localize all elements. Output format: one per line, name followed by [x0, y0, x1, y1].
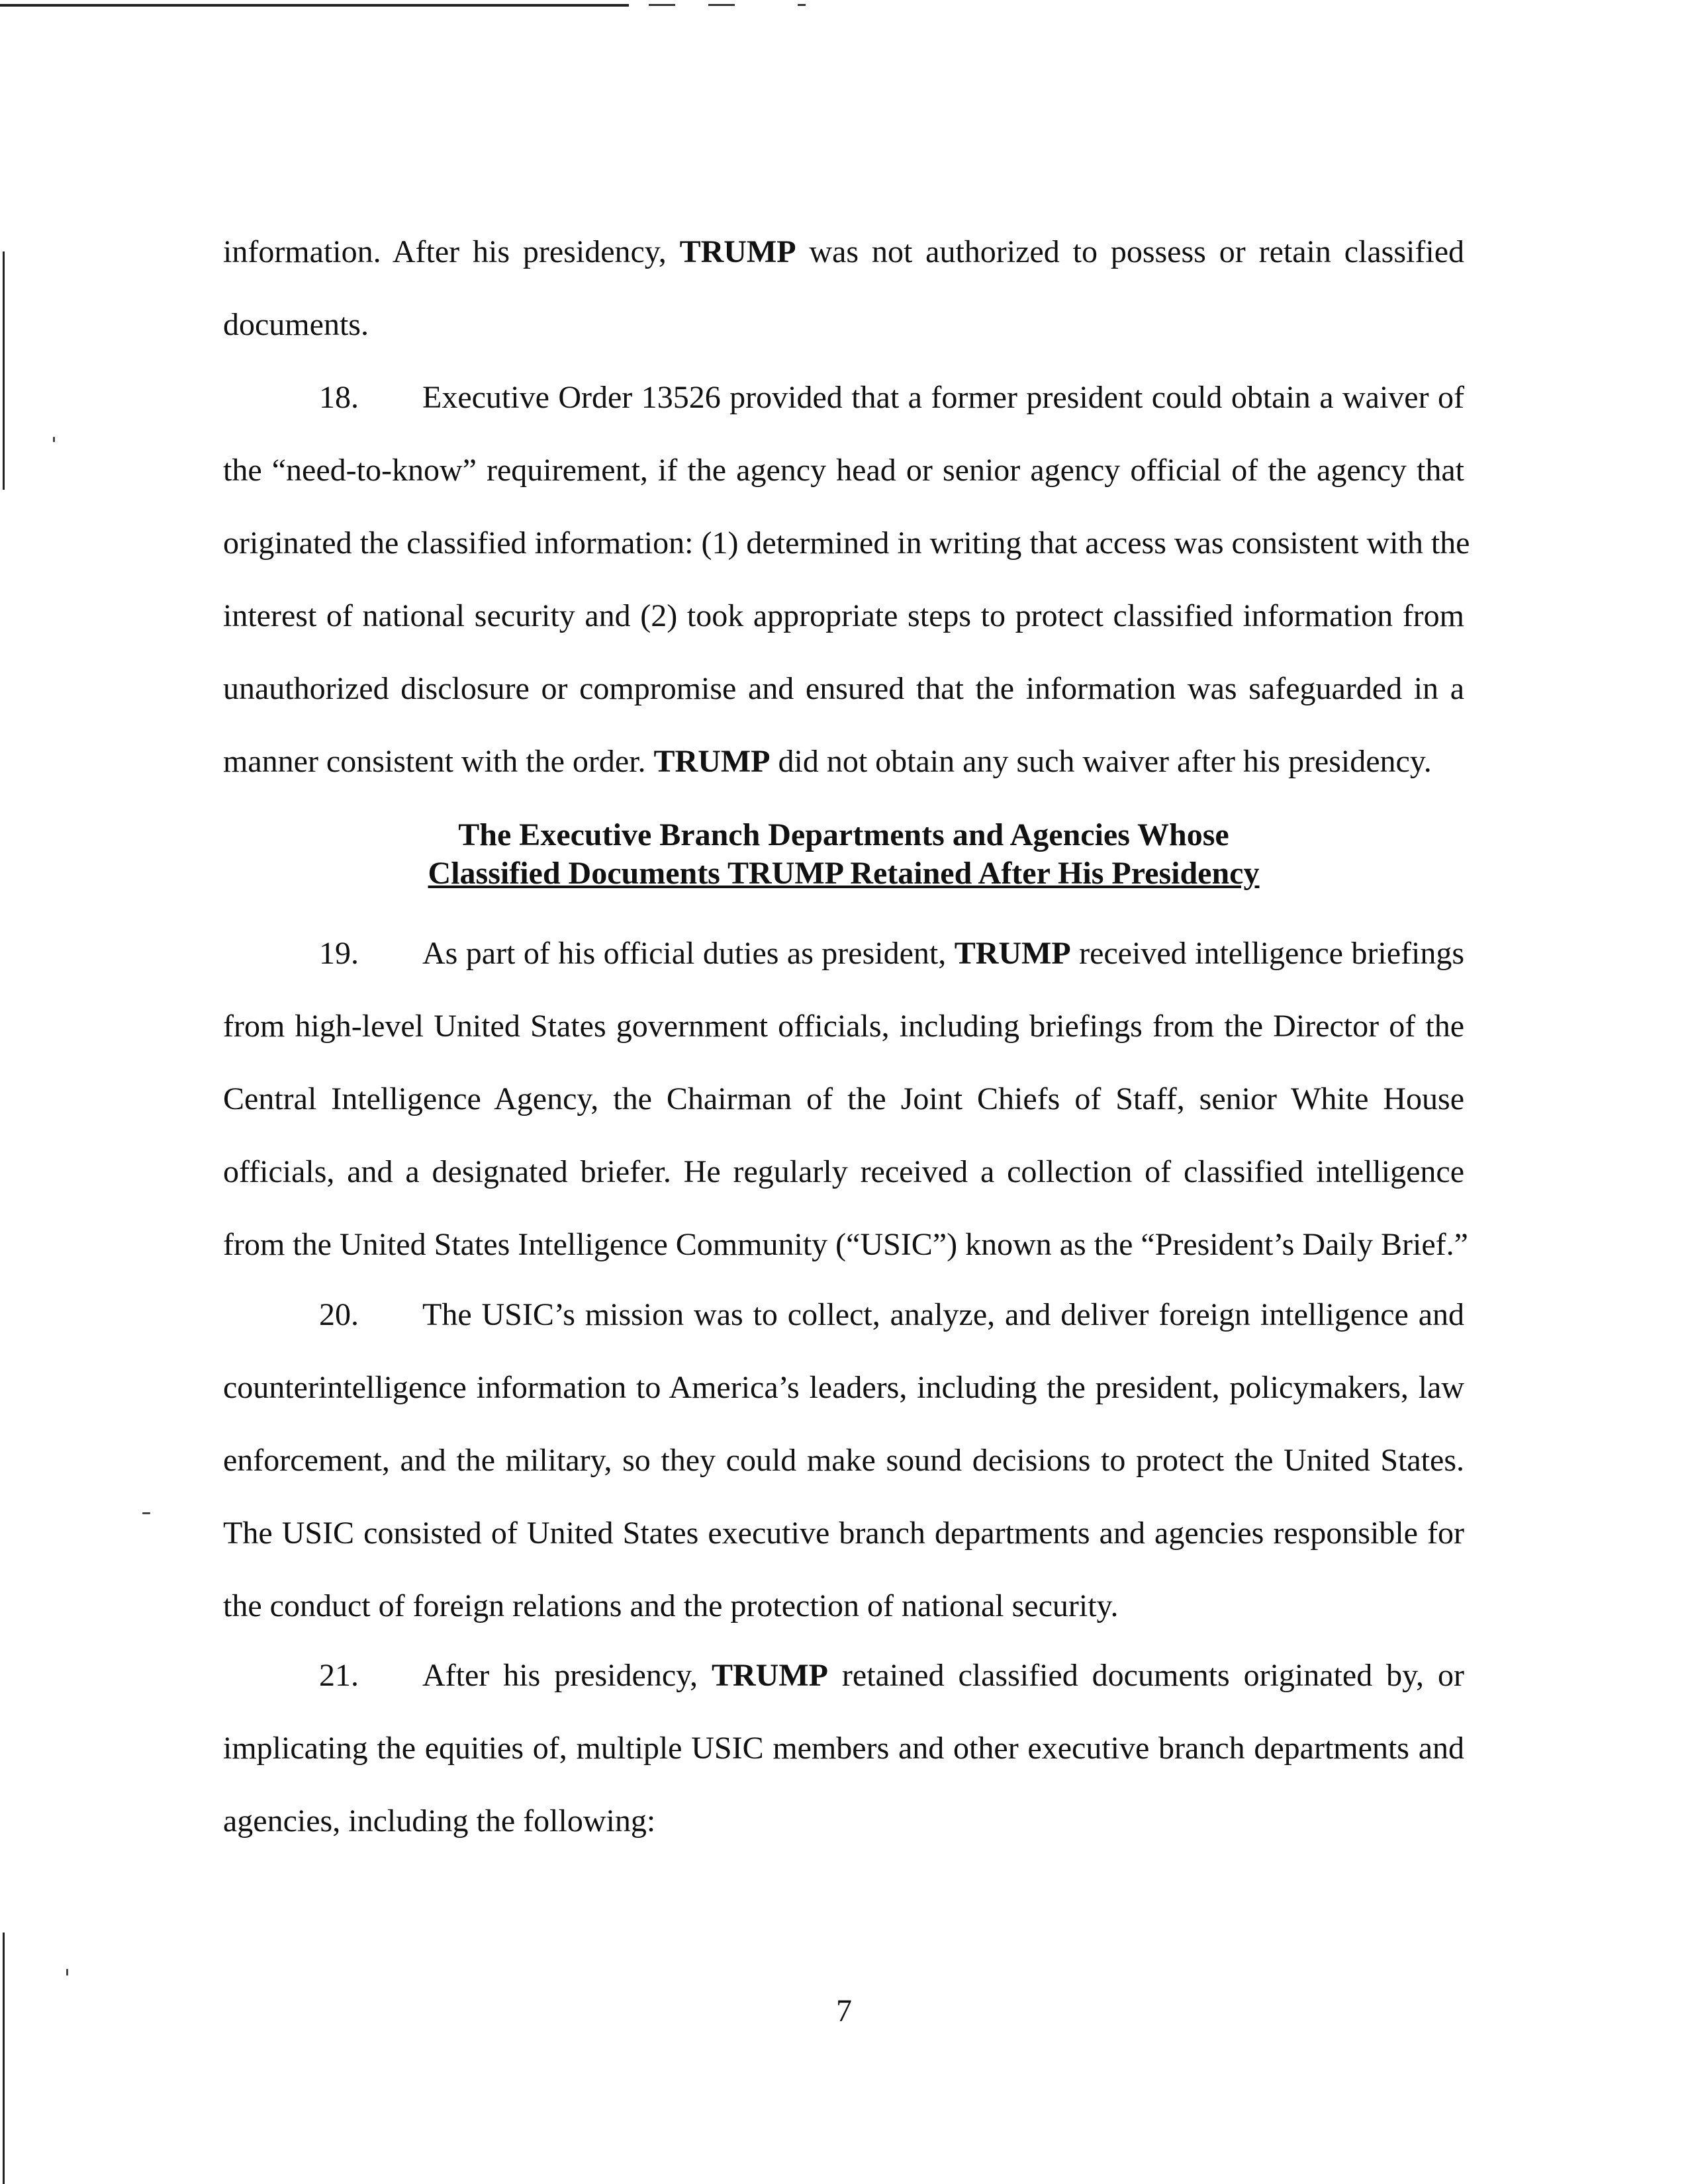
scan-edge-mark: [708, 4, 735, 6]
section-heading-line-1: The Executive Branch Departments and Agencies Whose: [458, 817, 1229, 852]
page-number: 7: [836, 1993, 852, 2028]
paragraph-continued: information. After his presidency, TRUMP was not authorized to possess or retain classified documents.: [223, 234, 1464, 342]
paragraph-number: 19.: [319, 936, 359, 971]
paragraph-number: 21.: [319, 1658, 359, 1693]
scan-edge-line: [0, 4, 629, 7]
scan-margin-mark: [3, 251, 5, 490]
paragraph-number: 20.: [319, 1297, 359, 1332]
paragraph-21: 21. After his presidency, TRUMP retained classified documents originated by, or implicating the equities of, multiple USIC members and other executive branch departments and agencies, including the following:: [223, 1639, 1464, 1858]
section-heading-line-2: Classified Documents TRUMP Retained After His Presidency: [428, 856, 1260, 891]
scan-margin-mark: [3, 1933, 5, 2184]
section-heading: [223, 816, 1464, 893]
paragraph-19: 19. As part of his official duties as president, TRUMP received intelligence briefings from high-level United States government officials, including briefings from the Director of the Central Intelligence Agency, the Chairman of the Joint Chiefs of Staff, senior White House officials, and a designated briefer. He regularly received a collection of classified intelligence from the United States Intelligence Community (“USIC”) known as the “President’s Daily Brief.”: [223, 917, 1464, 1281]
scan-edge-mark: [649, 4, 675, 6]
paragraph-number: 18.: [319, 380, 359, 415]
scan-edge-mark: [798, 4, 806, 6]
scan-speck: [142, 1512, 150, 1514]
scan-speck: [66, 1969, 68, 1976]
paragraph-18: 18. Executive Order 13526 provided that a former president could obtain a waiver of the “need-to-know” requirement, if the agency head or senior agency official of the agency that originated the classified information: (1) determined in writing that access was consistent with the interest of national security and (2) took appropriate steps to protect classified information from unauthorized disclosure or compromise and ensured that the information was safeguarded in a manner consistent with the order. TRUMP did not obtain any such waiver after his presidency.: [223, 361, 1464, 798]
scan-speck: [53, 437, 55, 442]
paragraph-20: 20. The USIC’s mission was to collect, analyze, and deliver foreign intelligence and counterintelligence information to America’s leaders, including the president, policymakers, law enforcement, and the military, so they could make sound decisions to protect the United States. The USIC consisted of United States executive branch departments and agencies responsible for the conduct of foreign relations and the protection of national security.: [223, 1279, 1464, 1643]
